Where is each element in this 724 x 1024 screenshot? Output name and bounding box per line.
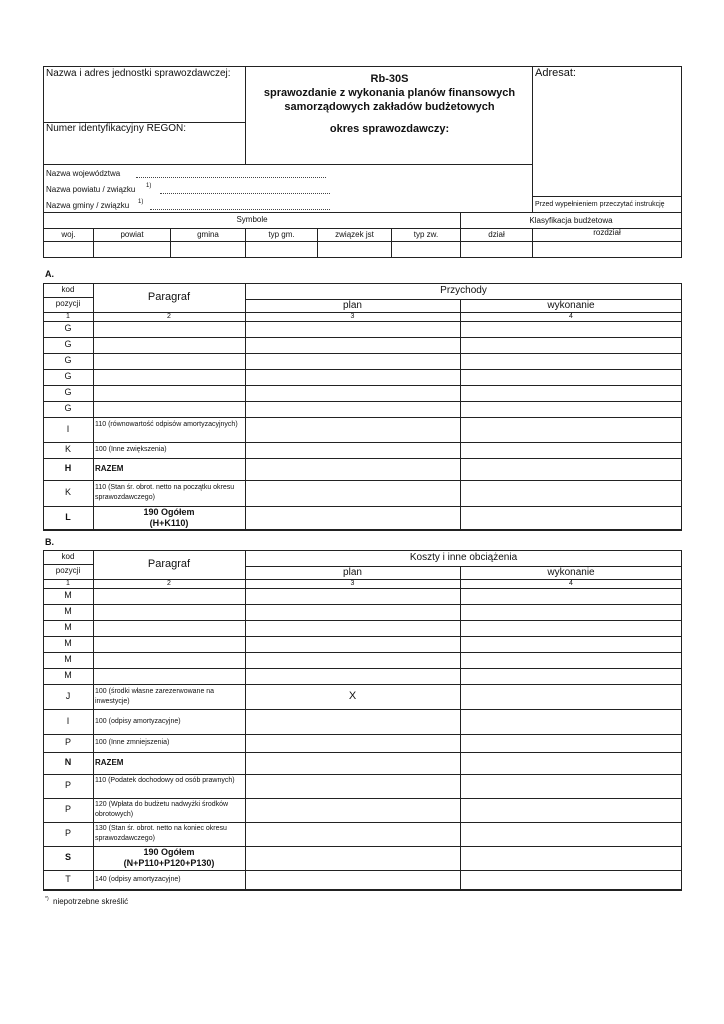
- section_b-row-wykonanie-cell[interactable]: [461, 621, 681, 635]
- regon-label: Numer identyfikacyjny REGON:: [46, 123, 187, 134]
- symbol-input-rozdzial[interactable]: [533, 242, 681, 257]
- symbol-col-typ-zw: typ zw.: [413, 230, 439, 239]
- section_a-row-wykonanie-cell[interactable]: [461, 402, 681, 416]
- section_b-row-wykonanie-cell[interactable]: [461, 710, 681, 733]
- section_a-row-paragraf: 110 (równowartość odpisów amortyzacyjnych): [95, 421, 238, 428]
- section_b-row-plan-cell[interactable]: [246, 753, 459, 773]
- section_b-row-plan-cell[interactable]: [246, 735, 459, 751]
- section_a-row-plan-cell[interactable]: [246, 459, 459, 479]
- symbol-input-powiat[interactable]: [94, 242, 170, 257]
- section_b-row-wykonanie-cell[interactable]: [461, 589, 681, 603]
- county-field[interactable]: [160, 193, 330, 194]
- header-divider-mid: [43, 164, 533, 165]
- section_a-col-number: 1: [66, 313, 70, 320]
- section_a-row-wykonanie-cell[interactable]: [461, 338, 681, 352]
- section_b-row-kod: P: [64, 804, 71, 814]
- section_a-h-kod: [43, 297, 93, 298]
- section_a-row-line: [43, 530, 682, 531]
- symbol-input-typ-zw[interactable]: [392, 242, 460, 257]
- section_b-row-wykonanie-cell[interactable]: [461, 753, 681, 773]
- section_b-row-plan-cell[interactable]: [246, 799, 459, 821]
- section_b-paragraf-label: Paragraf: [147, 558, 191, 570]
- section_b-row-kod: M: [64, 670, 72, 680]
- section_a-row-plan-cell[interactable]: [246, 322, 459, 336]
- section_b-row-paragraf: 100 (odpisy amortyzacyjne): [95, 718, 181, 725]
- section_a-row-paragraf: RAZEM: [95, 464, 124, 473]
- section_a-row-kod: K: [64, 487, 71, 497]
- section_b-row-kod: J: [65, 691, 71, 701]
- section_a-plan-label: plan: [343, 300, 362, 311]
- commune-field[interactable]: [150, 209, 330, 210]
- section_b-row-wykonanie-cell[interactable]: [461, 685, 681, 708]
- section_a-row-plan-cell[interactable]: [246, 507, 459, 529]
- section_a-row-plan-cell[interactable]: [246, 386, 459, 400]
- section_b-row-wykonanie-cell[interactable]: [461, 799, 681, 821]
- section_b-col-number: 3: [350, 580, 355, 587]
- section_a-row-paragraf: 110 (Stan śr. obrot. netto na początku okresu sprawozdawczego): [95, 484, 235, 501]
- section_b-pozycji-label: pozycji: [55, 566, 81, 575]
- section_a-row-wykonanie-cell[interactable]: [461, 386, 681, 400]
- classification-label: Klasyfikacja budżetowa: [529, 216, 613, 225]
- section_b-row-paragraf: RAZEM: [95, 758, 124, 767]
- section_b-row-paragraf: 130 (Stan śr. obrot. netto na koniec okresu sprawozdawczego): [95, 825, 227, 842]
- county-footnote-mark: 1): [146, 183, 152, 189]
- section_b-v1: [93, 550, 94, 890]
- section_a-row-kod: K: [64, 444, 71, 454]
- footnote-marker: *): [45, 896, 49, 902]
- section_a-col-number: 4: [569, 313, 573, 320]
- section_b-row-plan-cell[interactable]: [246, 621, 459, 635]
- section_b-row-paragraf: 140 (odpisy amortyzacyjne): [95, 876, 181, 883]
- section_a-row-wykonanie-cell[interactable]: [461, 418, 681, 441]
- section_b-row-plan-cell[interactable]: [246, 871, 459, 889]
- section-a-label: A.: [45, 269, 54, 279]
- section_a-h-group: [245, 299, 682, 300]
- section_a-row-plan-cell[interactable]: [246, 402, 459, 416]
- section_b-row-plan-cell[interactable]: [246, 775, 459, 797]
- symbol-input-zwiazek[interactable]: [318, 242, 391, 257]
- section_a-row-total-line2: (H+K110): [149, 518, 189, 528]
- commune-label: Nazwa gminy / związku: [46, 201, 130, 210]
- section_a-pozycji-label: pozycji: [55, 299, 81, 308]
- section_b-row-kod: M: [64, 654, 72, 664]
- section_b-row-wykonanie-cell[interactable]: [461, 871, 681, 889]
- section_a-row-wykonanie-cell[interactable]: [461, 354, 681, 368]
- symbol-col-dzial: dział: [488, 230, 505, 239]
- unit-name-label: Nazwa i adres jednostki sprawozdawczej:: [46, 68, 231, 79]
- section_b-row-kod: S: [64, 852, 71, 862]
- instruction-note: Przed wypełnieniem przeczytać instrukcję: [535, 201, 665, 208]
- section_b-row-plan-cell[interactable]: [246, 669, 459, 683]
- symbol-input-woj[interactable]: [44, 242, 93, 257]
- header-divider-instr: [532, 196, 682, 197]
- section_b-row-wykonanie-cell[interactable]: [461, 735, 681, 751]
- section_b-row-wykonanie-cell[interactable]: [461, 823, 681, 845]
- section_b-row-wykonanie-cell[interactable]: [461, 847, 681, 869]
- section_b-row-kod: N: [64, 757, 72, 767]
- section_b-row-line: [43, 890, 682, 891]
- section_b-col-number: 2: [167, 580, 171, 587]
- section_a-row-wykonanie-cell[interactable]: [461, 370, 681, 384]
- form-code: Rb-30S: [370, 73, 409, 85]
- section_b-row-kod: M: [64, 622, 72, 632]
- section_b-row-plan-cell[interactable]: [246, 710, 459, 733]
- period-label: okres sprawozdawczy:: [329, 123, 450, 135]
- section_a-row-total-line1: 190 Ogółem: [143, 507, 195, 517]
- section_b-row-kod: M: [64, 638, 72, 648]
- section_b-row-kod: I: [66, 716, 70, 726]
- section_a-row-wykonanie-cell[interactable]: [461, 459, 681, 479]
- section_b-row-kod: P: [64, 737, 71, 747]
- section_a-col-number: 3: [350, 313, 355, 320]
- section_a-row-plan-cell[interactable]: [246, 418, 459, 441]
- section_b-row-kod: T: [65, 874, 71, 884]
- section_a-col-number: 2: [167, 313, 171, 320]
- section_b-plan-label: plan: [343, 567, 362, 578]
- section_a-paragraf-label: Paragraf: [147, 291, 191, 303]
- section_a-row-wykonanie-cell[interactable]: [461, 507, 681, 529]
- section_a-row-kod: G: [64, 387, 72, 397]
- section_b-h-kod: [43, 564, 93, 565]
- section_a-row-kod: G: [64, 403, 72, 413]
- section_b-row-kod: P: [64, 780, 71, 790]
- section_b-row-wykonanie-cell[interactable]: [461, 637, 681, 651]
- symbol-col-typ-gm: typ gm.: [268, 230, 295, 239]
- section_a-row-plan-cell[interactable]: [246, 443, 459, 457]
- section_b-row-plan-cell[interactable]: [246, 605, 459, 619]
- section_a-kod-label: kod: [61, 285, 75, 294]
- section_b-row-plan-cell[interactable]: [246, 637, 459, 651]
- section_b-row-plan-cell[interactable]: [246, 823, 459, 845]
- section_b-row-kod: M: [64, 590, 72, 600]
- section_b-row-total-line2: (N+P110+P120+P130): [123, 858, 215, 868]
- section_b-row-wykonanie-cell[interactable]: [461, 669, 681, 683]
- county-label: Nazwa powiatu / związku: [46, 185, 136, 194]
- section-b-label: B.: [45, 537, 54, 547]
- symbol-input-typ-gm[interactable]: [246, 242, 317, 257]
- symbol-col-powiat: powiat: [120, 230, 144, 239]
- section_a-row-kod: G: [64, 371, 72, 381]
- section_b-col-number: 1: [66, 580, 70, 587]
- symbols-label: Symbole: [236, 215, 268, 224]
- section_b-row-paragraf: 100 (środki własne zarezerwowane na inwestycje): [95, 688, 215, 705]
- form-title-line2: samorządowych zakładów budżetowych: [284, 101, 495, 113]
- section_a-row-wykonanie-cell[interactable]: [461, 443, 681, 457]
- symbol-col-gmina: gmina: [197, 230, 219, 239]
- section_a-row-wykonanie-cell[interactable]: [461, 322, 681, 336]
- section_b-group-label: Koszty i inne obciążenia: [409, 552, 518, 563]
- section_a-row-wykonanie-cell[interactable]: [461, 481, 681, 505]
- symbol-col-woj: woj.: [61, 230, 76, 239]
- section_b-row-wykonanie-cell[interactable]: [461, 653, 681, 667]
- section_a-row-kod: G: [64, 323, 72, 333]
- section_a-row-kod: L: [65, 512, 71, 522]
- section_b-row-kod: P: [64, 828, 71, 838]
- section_b-wykonanie-label: wykonanie: [547, 567, 595, 578]
- section_b-row-plan-cell[interactable]: [246, 589, 459, 603]
- section_b-row-paragraf: 100 (Inne zmniejszenia): [95, 739, 170, 746]
- addressee-label: Adresat:: [535, 67, 576, 79]
- section_b-row-plan-cell[interactable]: [246, 847, 459, 869]
- symbol-col-rozdzial: rozdział: [593, 228, 621, 237]
- voivodeship-label: Nazwa województwa: [46, 169, 121, 178]
- section_a-row-plan-cell[interactable]: [246, 354, 459, 368]
- section_b-col-number: 4: [569, 580, 573, 587]
- footnote-text: niepotrzebne skreślić: [53, 897, 129, 906]
- section_a-group-label: Przychody: [440, 285, 487, 296]
- section_b-row-paragraf: 120 (Wpłata do budżetu nadwyżki środków obrotowych): [95, 801, 229, 818]
- section_b-row-plan-mark: X: [348, 690, 357, 702]
- section_a-row-plan-cell[interactable]: [246, 481, 459, 505]
- section_a-row-kod: H: [64, 463, 72, 473]
- section_b-kod-label: kod: [61, 552, 75, 561]
- section_b-h-group: [245, 566, 682, 567]
- section_b-row-plan-cell[interactable]: [246, 653, 459, 667]
- section_a-row-kod: G: [64, 339, 72, 349]
- section_b-row-wykonanie-cell[interactable]: [461, 775, 681, 797]
- section_a-row-paragraf: 100 (Inne zwiększenia): [95, 446, 167, 453]
- commune-footnote-mark: 1): [138, 199, 144, 205]
- section_a-row-kod: I: [66, 424, 70, 434]
- section_a-row-plan-cell[interactable]: [246, 370, 459, 384]
- section_b-row-kod: M: [64, 606, 72, 616]
- form-title-line1: sprawozdanie z wykonania planów finansowych: [263, 87, 516, 99]
- section_b-row-total-line1: 190 Ogółem: [143, 847, 195, 857]
- section_a-wykonanie-label: wykonanie: [547, 300, 595, 311]
- section_a-row-kod: G: [64, 355, 72, 365]
- symbol-input-gmina[interactable]: [171, 242, 245, 257]
- symbol-col-zwiazek: związek jst: [335, 230, 374, 239]
- voivodeship-field[interactable]: [136, 177, 326, 178]
- section_a-row-plan-cell[interactable]: [246, 338, 459, 352]
- symbol-input-dzial[interactable]: [461, 242, 532, 257]
- section_b-row-wykonanie-cell[interactable]: [461, 605, 681, 619]
- section_b-row-paragraf: 110 (Podatek dochodowy od osób prawnych): [95, 777, 235, 784]
